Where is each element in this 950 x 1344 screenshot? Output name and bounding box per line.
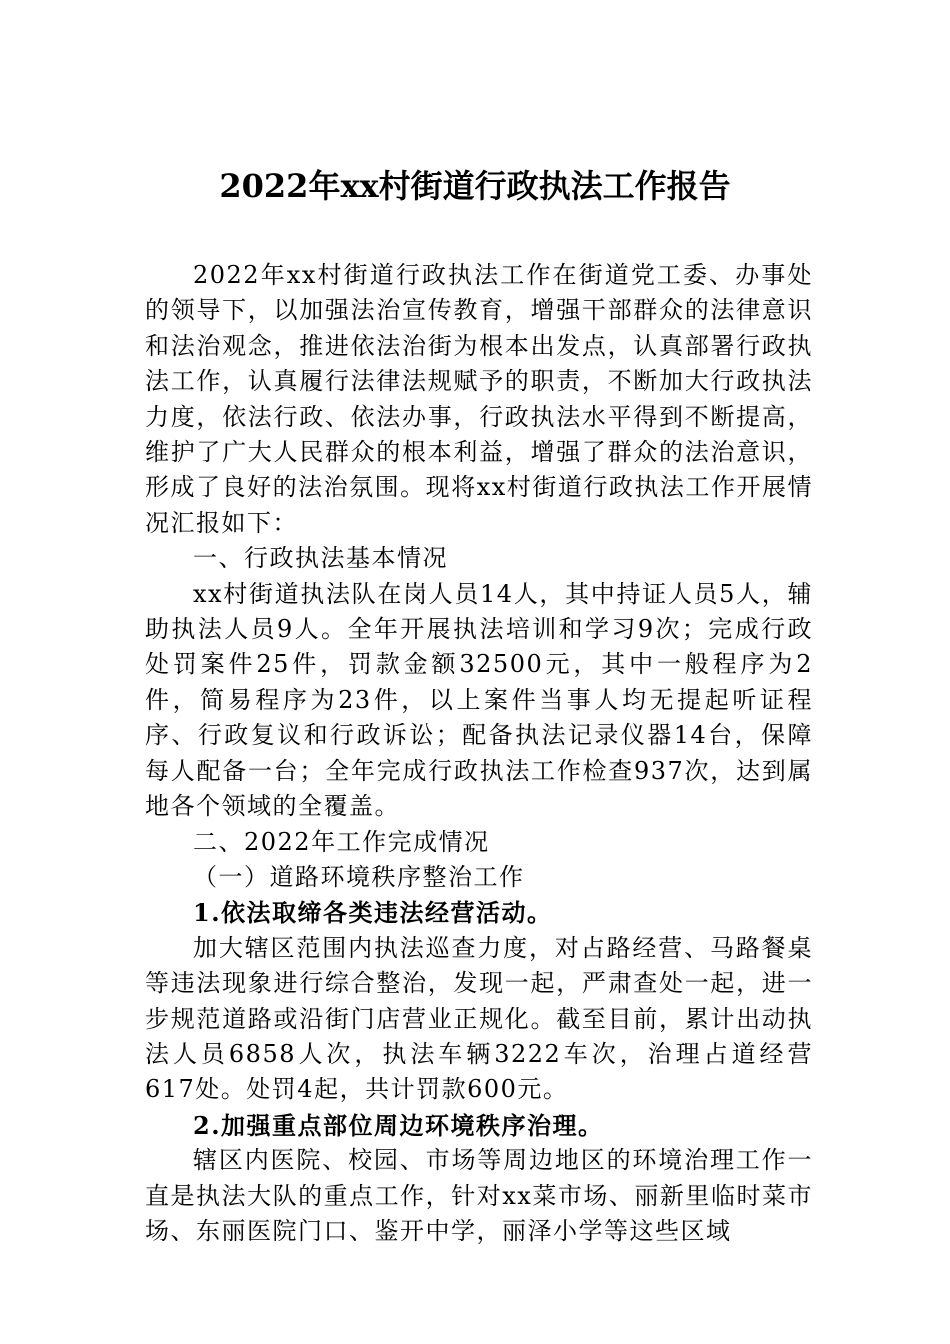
section-heading-1: 一、行政执法基本情况 bbox=[193, 544, 448, 573]
section-heading-2: 二、2022年工作完成情况 bbox=[193, 827, 490, 856]
document-title: 2022年xx村街道行政执法工作报告 bbox=[219, 167, 731, 205]
document-body bbox=[145, 258, 813, 1249]
section-1-paragraph: xx村街道执法队在岗人员14人，其中持证人员5人，辅助执法人员9人。全年开展执法培训和学习9次；完成行政处罚案件25件，罚款金额32500元，其中一般程序为2件，简易程序为23件，以上案件当事人均无提起听证程序、行政复议和行政诉讼；配备执法记录仪器14台，保障每人配备一台；全年完成行政执法工作检查937次，达到属地各个领域的全覆盖。 bbox=[145, 579, 813, 821]
item-heading-1: 1.依法取缔各类违法经营活动。 bbox=[193, 898, 553, 928]
item-1-paragraph: 加大辖区范围内执法巡查力度，对占路经营、马路餐桌等违法现象进行综合整治，发现一起，严肃查处一起，进一步规范道路或沿街门店营业正规化。截至目前，累计出动执法人员6858人次，执法车辆3222车次，治理占道经营617处。处罚4起，共计罚款600元。 bbox=[145, 933, 813, 1104]
item-heading-2: 2.加强重点部位周边环境秩序治理。 bbox=[193, 1110, 604, 1140]
item-2-paragraph: 辖区内医院、校园、市场等周边地区的环境治理工作一直是执法大队的重点工作，针对xx菜市场、丽新里临时菜市场、东丽医院门口、鉴开中学，丽泽小学等这些区域 bbox=[145, 1146, 813, 1245]
intro-paragraph: 2022年xx村街道行政执法工作在街道党工委、办事处的领导下，以加强法治宣传教育，增强干部群众的法律意识和法治观念，推进依法治街为根本出发点，认真部署行政执法工作，认真履行法律法规赋予的职责，不断加大行政执法力度，依法行政、依法办事，行政执法水平得到不断提高，维护了广大人民群众的根本利益，增强了群众的法治意识，形成了良好的法治氛围。现将xx村街道行政执法工作开展情况汇报如下： bbox=[145, 261, 813, 537]
subsection-heading-1: （一）道路环境秩序整治工作 bbox=[193, 862, 525, 891]
